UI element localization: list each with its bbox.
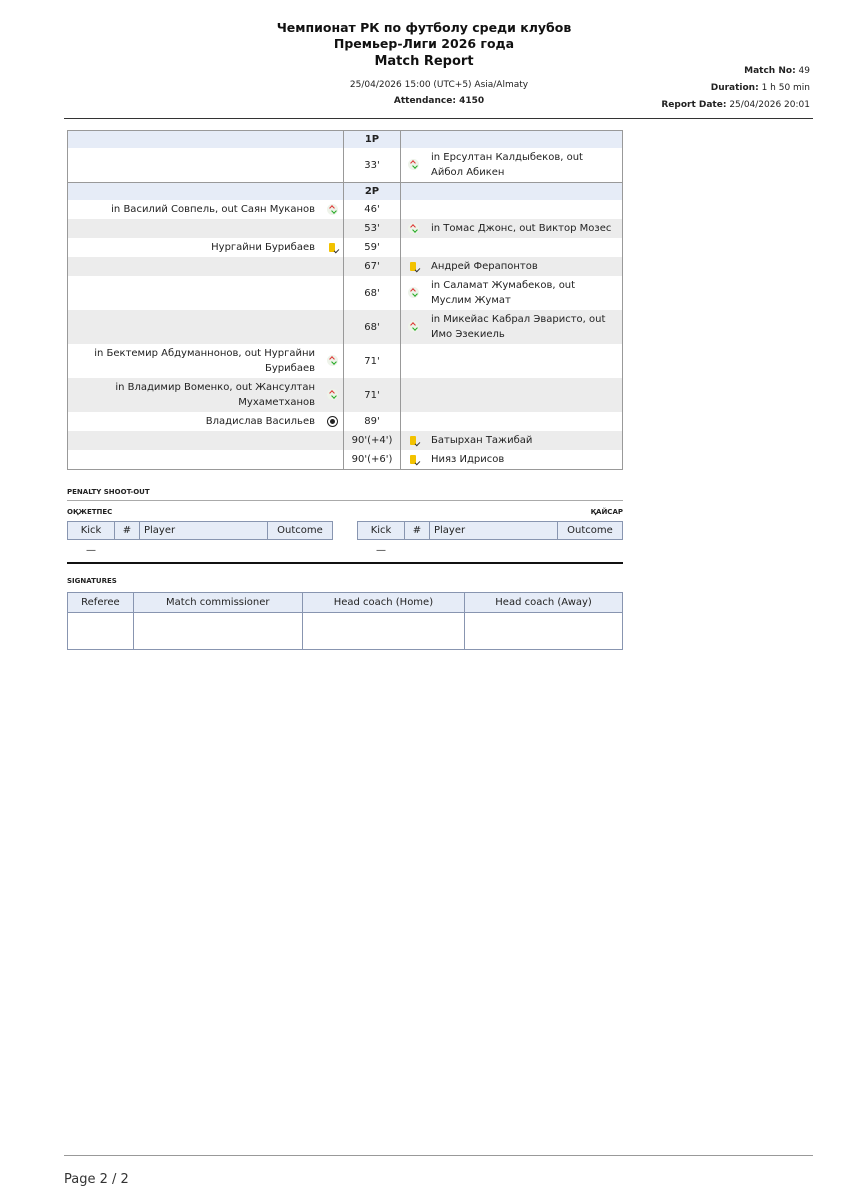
period-label: 2P bbox=[344, 183, 401, 201]
event-minute: 46' bbox=[344, 200, 401, 219]
championship-title: Чемпионат РК по футболу среди клубов bbox=[276, 20, 572, 35]
empty-value: — bbox=[86, 544, 96, 556]
col-referee: Referee bbox=[68, 593, 134, 613]
match-no: Match No: 49 bbox=[744, 66, 810, 76]
penalty-divider bbox=[67, 500, 623, 501]
penalty-table-home bbox=[67, 521, 333, 560]
col-head-coach-away: Head coach (Away) bbox=[465, 593, 623, 613]
period-header-row bbox=[68, 131, 623, 149]
event-minute: 68' bbox=[344, 310, 401, 344]
event-row bbox=[68, 412, 623, 431]
event-minute: 89' bbox=[344, 412, 401, 431]
event-minute: 53' bbox=[344, 219, 401, 238]
report-title: Match Report bbox=[374, 54, 474, 69]
col-head-coach-home: Head coach (Home) bbox=[302, 593, 464, 613]
substitution-icon bbox=[408, 159, 419, 170]
away-event-text: Нияз Идрисов bbox=[425, 450, 623, 470]
event-row bbox=[68, 257, 623, 276]
home-event-text: Нургайни Бурибаев bbox=[68, 238, 322, 257]
period-header-row bbox=[68, 183, 623, 201]
event-row bbox=[68, 238, 623, 257]
section-divider bbox=[67, 562, 623, 564]
home-event-text bbox=[68, 431, 322, 450]
away-event-text: Батырхан Тажибай bbox=[425, 431, 623, 450]
away-event-text: in Саламат Жумабеков, out Муслим Жумат bbox=[425, 276, 623, 310]
away-event-text: in Томас Джонс, out Виктор Мозес bbox=[425, 219, 623, 238]
away-event-text: in Ерсултан Калдыбеков, out Айбол Абикен bbox=[425, 148, 623, 183]
events-table bbox=[67, 130, 623, 470]
header-divider bbox=[64, 118, 813, 119]
event-minute: 90'(+4') bbox=[344, 431, 401, 450]
event-minute: 71' bbox=[344, 378, 401, 412]
attendance-value: 4150 bbox=[459, 96, 485, 106]
substitution-icon bbox=[327, 389, 338, 400]
yellow-card-icon bbox=[329, 243, 335, 252]
event-minute: 71' bbox=[344, 344, 401, 378]
col-kick: Kick bbox=[68, 522, 115, 540]
home-coach-signature-box[interactable] bbox=[302, 613, 464, 650]
empty-value: — bbox=[376, 544, 386, 556]
signatures-table bbox=[67, 592, 623, 650]
substitution-icon bbox=[327, 355, 338, 366]
match-meta bbox=[661, 63, 810, 114]
home-team-name: ОҚЖЕТПЕС bbox=[67, 508, 113, 516]
away-event-text: Андрей Ферапонтов bbox=[425, 257, 623, 276]
col-outcome: Outcome bbox=[558, 522, 623, 540]
substitution-icon bbox=[408, 321, 419, 332]
referee-signature-box[interactable] bbox=[68, 613, 134, 650]
home-event-text: in Василий Совпель, out Саян Муканов bbox=[68, 200, 322, 219]
event-row bbox=[68, 450, 623, 470]
championship-subtitle: Премьер-Лиги 2026 года bbox=[333, 36, 515, 51]
attendance-label: Attendance: bbox=[393, 96, 456, 106]
home-event-text: in Владимир Воменко, out Жансултан Мухаметханов bbox=[68, 378, 322, 412]
yellow-card-icon bbox=[410, 455, 416, 464]
away-team-name: ҚАЙСАР bbox=[590, 508, 623, 516]
event-minute: 90'(+6') bbox=[344, 450, 401, 470]
home-event-text bbox=[68, 450, 322, 470]
home-event-text bbox=[68, 219, 322, 238]
home-event-text: Владислав Васильев bbox=[68, 412, 322, 431]
event-minute: 68' bbox=[344, 276, 401, 310]
event-row bbox=[68, 200, 623, 219]
substitution-icon bbox=[327, 204, 338, 215]
match-datetime: 25/04/2026 15:00 (UTC+5) Asia/Almaty bbox=[349, 80, 529, 90]
event-row bbox=[68, 219, 623, 238]
footer-divider bbox=[64, 1155, 813, 1156]
away-event-text bbox=[425, 412, 623, 431]
home-event-text bbox=[68, 257, 322, 276]
home-event-text bbox=[68, 310, 322, 344]
goal-ball-icon bbox=[327, 416, 338, 427]
yellow-card-icon bbox=[410, 262, 416, 271]
home-event-text: in Бектемир Абдуманнонов, out Нургайни Бурибаев bbox=[68, 344, 322, 378]
home-event-text bbox=[68, 276, 322, 310]
event-row bbox=[68, 148, 623, 183]
substitution-icon bbox=[408, 223, 419, 234]
away-event-text bbox=[425, 344, 623, 378]
signatures-section-label: SIGNATURES bbox=[67, 577, 117, 585]
duration: Duration: 1 h 50 min bbox=[710, 83, 810, 93]
report-date: Report Date: 25/04/2026 20:01 bbox=[661, 100, 810, 110]
away-coach-signature-box[interactable] bbox=[465, 613, 623, 650]
substitution-icon bbox=[408, 287, 419, 298]
commissioner-signature-box[interactable] bbox=[133, 613, 302, 650]
home-event-text bbox=[68, 148, 322, 183]
col-player: Player bbox=[140, 522, 268, 540]
col-number: # bbox=[405, 522, 430, 540]
col-player: Player bbox=[430, 522, 558, 540]
penalty-section-label: PENALTY SHOOT-OUT bbox=[67, 488, 150, 496]
event-row bbox=[68, 344, 623, 378]
col-commissioner: Match commissioner bbox=[133, 593, 302, 613]
yellow-card-icon bbox=[410, 436, 416, 445]
event-minute: 59' bbox=[344, 238, 401, 257]
event-row bbox=[68, 276, 623, 310]
away-event-text bbox=[425, 378, 623, 412]
page-number: Page 2 / 2 bbox=[64, 1172, 129, 1187]
col-outcome: Outcome bbox=[268, 522, 333, 540]
col-kick: Kick bbox=[358, 522, 405, 540]
away-event-text bbox=[425, 238, 623, 257]
penalty-table-away bbox=[357, 521, 623, 560]
event-minute: 67' bbox=[344, 257, 401, 276]
away-event-text bbox=[425, 200, 623, 219]
event-minute: 33' bbox=[344, 148, 401, 183]
col-number: # bbox=[115, 522, 140, 540]
period-label: 1P bbox=[344, 131, 401, 149]
event-row bbox=[68, 378, 623, 412]
event-row bbox=[68, 310, 623, 344]
away-event-text: in Микейас Кабрал Эваристо, out Имо Эзекиель bbox=[425, 310, 623, 344]
event-row bbox=[68, 431, 623, 450]
